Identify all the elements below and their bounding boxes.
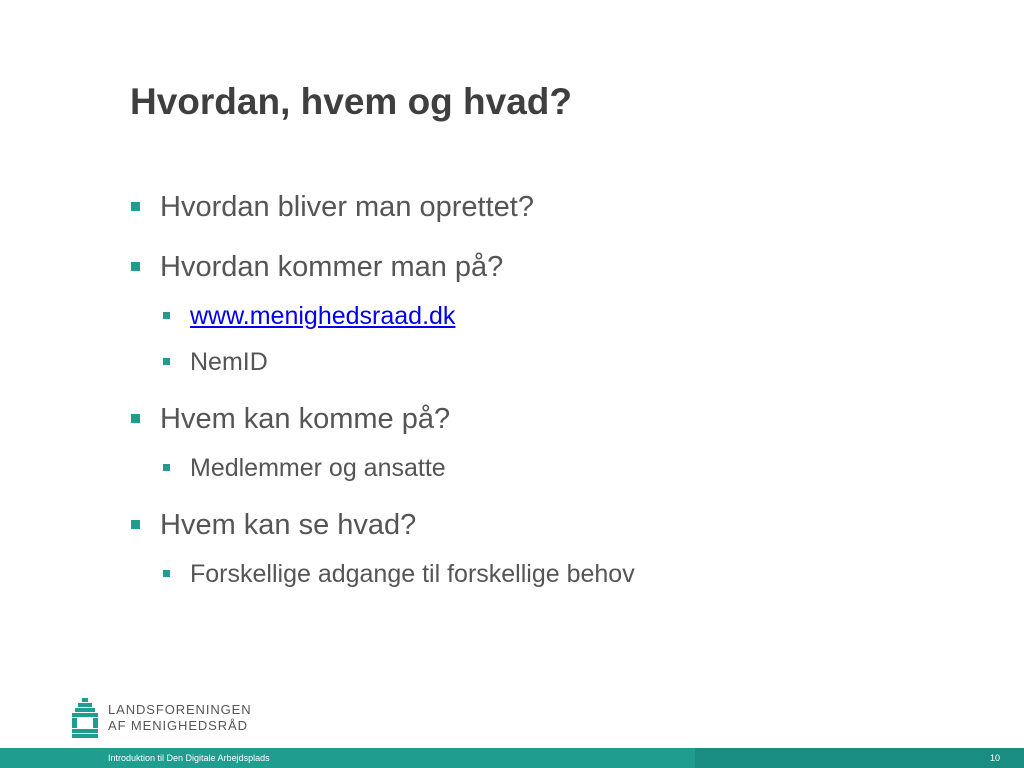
logo-line-2: AF MENIGHEDSRÅD bbox=[108, 718, 248, 733]
bullet-item bbox=[130, 181, 635, 233]
bullet-item bbox=[130, 499, 635, 551]
square-bullet-icon bbox=[131, 262, 140, 271]
bullet-item bbox=[130, 241, 635, 293]
sub-bullet-item[interactable] bbox=[130, 293, 635, 339]
bullet-item bbox=[130, 393, 635, 445]
square-bullet-icon bbox=[163, 570, 170, 577]
sub-bullet-text: NemID bbox=[190, 348, 268, 376]
bullet-text: Hvordan bliver man oprettet? bbox=[160, 191, 534, 223]
page-number: 10 bbox=[989, 753, 1000, 763]
logo-line-1: LANDSFORENINGEN bbox=[108, 702, 252, 717]
square-bullet-icon bbox=[131, 202, 140, 211]
footer-bar bbox=[0, 748, 1024, 768]
organization-logo bbox=[72, 696, 252, 740]
bullet-text: Hvem kan komme på? bbox=[160, 403, 451, 435]
sub-bullet-item bbox=[130, 551, 635, 597]
slide-title: Hvordan, hvem og hvad? bbox=[130, 81, 573, 122]
footer-right-panel bbox=[695, 748, 1024, 768]
website-link[interactable]: www.menighedsraad.dk bbox=[190, 302, 456, 330]
logo-wordmark bbox=[108, 702, 252, 734]
sub-bullet-item bbox=[130, 445, 635, 491]
square-bullet-icon bbox=[163, 312, 170, 319]
square-bullet-icon bbox=[163, 358, 170, 365]
sub-bullet-item bbox=[130, 339, 635, 385]
sub-bullet-text: Forskellige adgange til forskellige behov bbox=[190, 560, 635, 588]
square-bullet-icon bbox=[131, 520, 140, 529]
bullet-text: Hvem kan se hvad? bbox=[160, 509, 417, 541]
bullet-text: Hvordan kommer man på? bbox=[160, 251, 504, 283]
church-building-icon bbox=[72, 698, 98, 738]
bullet-list bbox=[130, 181, 635, 597]
square-bullet-icon bbox=[131, 414, 140, 423]
footer-text: Introduktion til Den Digitale Arbejdsplads bbox=[108, 753, 270, 763]
sub-bullet-text: Medlemmer og ansatte bbox=[190, 454, 446, 482]
square-bullet-icon bbox=[163, 464, 170, 471]
